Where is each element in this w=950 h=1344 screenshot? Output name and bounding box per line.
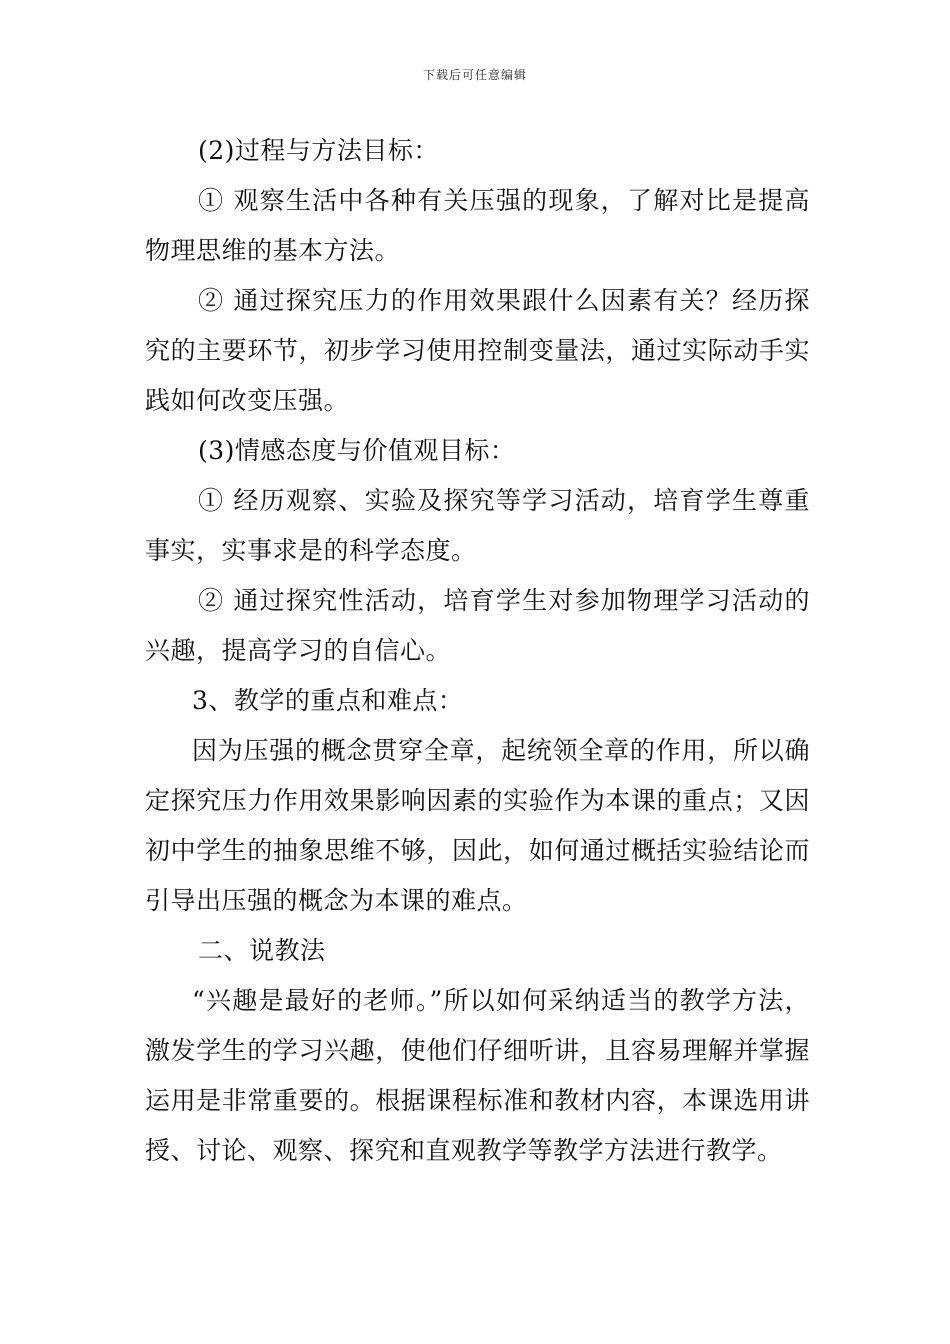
paragraph-teaching-method: “兴趣是最好的老师。”所以如何采纳适当的教学方法，激发学生的学习兴趣，使他们仔细听讲，且容易理解并掌握运用是非常重要的。根据课程标准和教材内容，本课选用讲授、讨论、观察、探究和直观教学等教学方法进行教学。	[145, 986, 810, 1165]
paragraph-scientific-attitude: ① 经历观察、实验及探究等学习活动，培育学生尊重事实，实事求是的科学态度。	[145, 486, 810, 565]
paragraph-key-difficult-points-heading: 3、教学的重点和难点：	[192, 686, 464, 715]
paragraph-observe-pressure: ① 观察生活中各种有关压强的现象，了解对比是提高物理思维的基本方法。	[145, 186, 810, 265]
paragraph-teaching-method-heading: 二、说教法	[198, 936, 326, 965]
paragraph-interest-confidence: ② 通过探究性活动，培育学生对参加物理学习活动的兴趣，提高学习的自信心。	[145, 586, 810, 665]
page-header-note: 下载后可任意编辑	[422, 68, 527, 82]
paragraph-key-difficult-points: 因为压强的概念贯穿全章，起统领全章的作用，所以确定探究压力作用效果影响因素的实验作为本课的重点；又因初中学生的抽象思维不够，因此，如何通过概括实验结论而引导出压强的概念为本课的难点。	[145, 736, 810, 915]
paragraph-process-method-goals: (2)过程与方法目标：	[198, 136, 439, 165]
paragraph-explore-pressure-effect: ② 通过探究压力的作用效果跟什么因素有关？经历探究的主要环节，初步学习使用控制变量法，通过实际动手实践如何改变压强。	[145, 286, 810, 415]
document-body	[145, 126, 810, 1176]
paragraph-emotion-attitude-goals: (3)情感态度与价值观目标：	[198, 436, 516, 465]
